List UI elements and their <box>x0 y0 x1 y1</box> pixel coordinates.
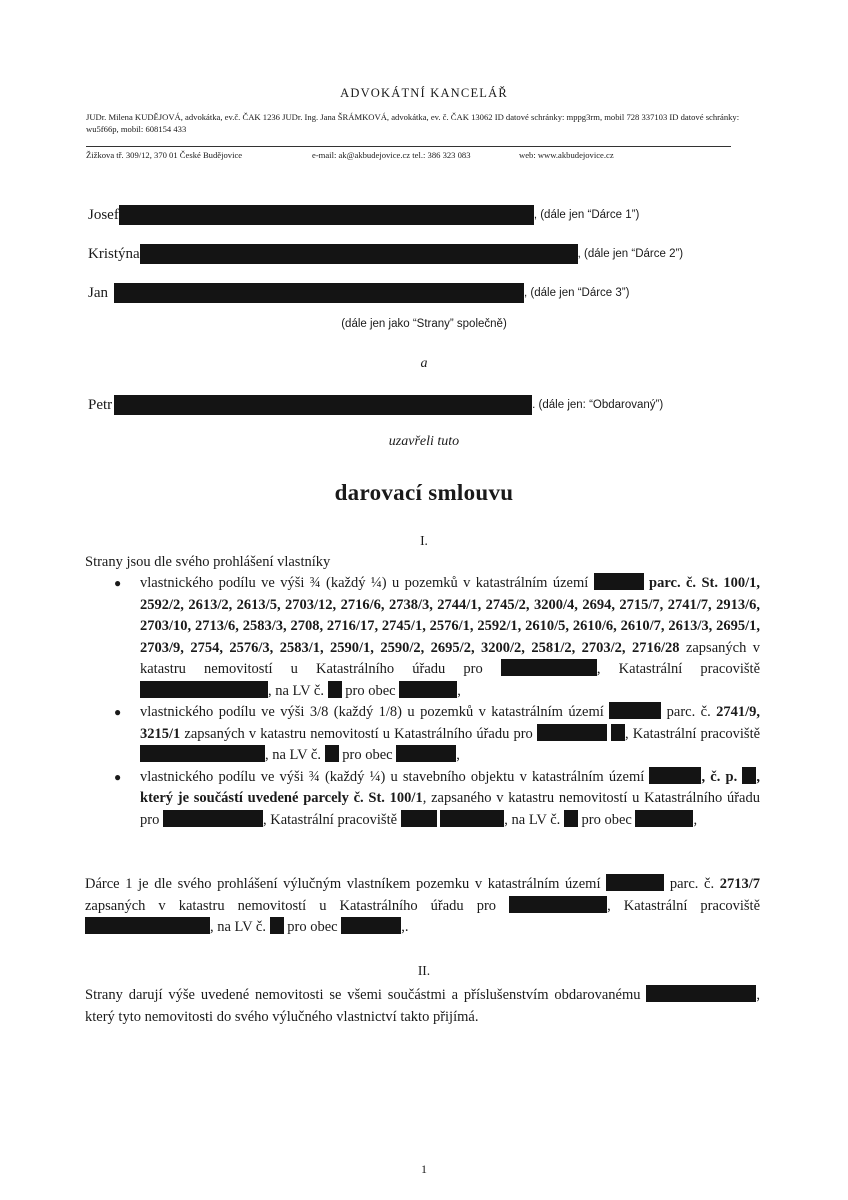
redacted-block <box>501 659 597 676</box>
party-name: Jan <box>88 284 108 301</box>
party-role: , (dále jen “Dárce 2”) <box>577 248 684 260</box>
section-number: II. <box>417 963 431 978</box>
redacted-block <box>114 395 532 415</box>
section2-text: Strany darují výše uvedené nemovitosti se všemi součástmi a příslušenstvím obdarovanému , který tyto nemovitosti do svého výlučného vlastnictví takto přijímá. <box>85 987 760 1025</box>
redacted-block <box>635 810 693 827</box>
concluded-text: uzavřeli tuto <box>388 434 460 449</box>
redacted-block <box>401 810 437 827</box>
redacted-block <box>509 896 607 913</box>
redacted-block <box>611 724 625 741</box>
party-role: , (dále jen “Dárce 1”) <box>533 209 640 221</box>
party-name: Josef <box>88 206 119 223</box>
parties-together-note: (dále jen jako “Strany” společně) <box>341 318 507 330</box>
header-divider <box>86 146 731 147</box>
page-number: 1 <box>421 1162 427 1176</box>
redacted-block <box>325 745 339 762</box>
list-item: ● vlastnického podílu ve výši 3/8 (každý 1/8) u pozemků v katastrálním území parc. č. 2741/9, 3215/1 zapsaných v katastru nemovitostí u Katastrálního úřadu pro , Katastrální pracoviště , na LV č. pro obec , <box>114 704 761 763</box>
bullet-icon: ● <box>114 576 122 590</box>
bullet-icon: ● <box>114 769 122 784</box>
redacted-block <box>594 573 644 590</box>
party-role: , (dále jen “Dárce 3”) <box>524 287 630 299</box>
redacted-block <box>270 917 284 934</box>
redacted-block <box>440 810 504 827</box>
office-contact: e-mail: ak@akbudejovice.cz tel.: 386 323 083 <box>312 150 471 160</box>
party-role: . (dále jen: “Obdarovaný”) <box>532 399 664 411</box>
redacted-block <box>119 205 534 225</box>
party-donor1 <box>88 204 639 226</box>
section-number: I. <box>420 533 428 548</box>
redacted-block <box>564 810 578 827</box>
party-donor3 <box>88 282 629 304</box>
header-contacts <box>86 150 741 160</box>
lawyers-info: JUDr. Milena KUDĚJOVÁ, advokátka, ev.č. ČAK 1236 JUDr. Ing. Jana ŠRÁMKOVÁ, advokátka, ev. č. ČAK 13062 ID datové schránky: mppg3rm, mobil 728 337103 ID datové schránky: wu5f66p, mobil: 608154 433 <box>86 112 740 134</box>
redacted-block <box>140 745 265 762</box>
redacted-block <box>609 702 661 719</box>
party-name: Kristýna <box>88 245 140 262</box>
redacted-block <box>537 724 607 741</box>
bullet-icon: ● <box>114 705 122 719</box>
office-web: web: www.akbudejovice.cz <box>519 150 614 160</box>
list-item: ● vlastnického podílu ve výši ¾ (každý ¼) u stavebního objektu v katastrálním území , č. p. , který je součástí uvedené parcely č. St. 100/1, zapsaného v katastru nemovitostí u Katastrálního úřadu pro , Katastrální pracoviště , na LV č. pro obec , <box>114 768 761 828</box>
redacted-block <box>85 917 210 934</box>
ownership-list <box>85 573 760 831</box>
redacted-block <box>646 985 756 1002</box>
office-address: Žižkova tř. 309/12, 370 01 České Budějovice <box>86 150 243 160</box>
party-donee <box>88 394 663 416</box>
party-name: Petr <box>88 396 113 413</box>
redacted-block <box>649 767 701 784</box>
list-item: ● vlastnického podílu ve výši ¾ (každý ¼) u pozemků v katastrálním území parc. č. St. 100/1, 2592/2, 2613/2, 2613/5, 2703/12, 2716/6, 2738/3, 2744/1, 2745/2, 3200/4, 2694, 2715/7, 2741/7, 2913/6, 2703/10, 2713/6, 2583/3, 2708, 2716/17, 2745/1, 2576/1, 2592/1, 2610/5, 2610/6, 2610/7, 2613/3, 2695/1, 2703/9, 2754, 2576/3, 2583/1, 2590/1, 2590/2, 2695/2, 3200/2, 2581/2, 2703/2, 2716/28 zapsaných v katastru nemovitostí u Katastrálního úřadu pro , Katastrální pracoviště , na LV č. pro obec , <box>114 575 761 699</box>
party-donor2 <box>88 243 683 265</box>
and-conjunction: a <box>420 356 428 371</box>
redacted-block <box>140 681 268 698</box>
redacted-block <box>140 244 578 264</box>
redacted-block <box>341 917 401 934</box>
redacted-block <box>742 767 756 784</box>
document-title: darovací smlouvu <box>334 480 514 505</box>
donor1-paragraph: Dárce 1 je dle svého prohlášení výlučným vlastníkem pozemku v katastrálním území parc. č. 2713/7 zapsaných v katastru nemovitostí u Katastrálního úřadu pro , Katastrální pracoviště , na LV č. pro obec ,. <box>85 876 761 935</box>
redacted-block <box>114 283 524 303</box>
office-title: ADVOKÁTNÍ KANCELÁŘ <box>340 86 508 100</box>
redacted-block <box>328 681 342 698</box>
redacted-block <box>606 874 664 891</box>
redacted-block <box>163 810 263 827</box>
section1-intro: Strany jsou dle svého prohlášení vlastníky <box>85 554 331 570</box>
redacted-block <box>399 681 457 698</box>
redacted-block <box>396 745 456 762</box>
